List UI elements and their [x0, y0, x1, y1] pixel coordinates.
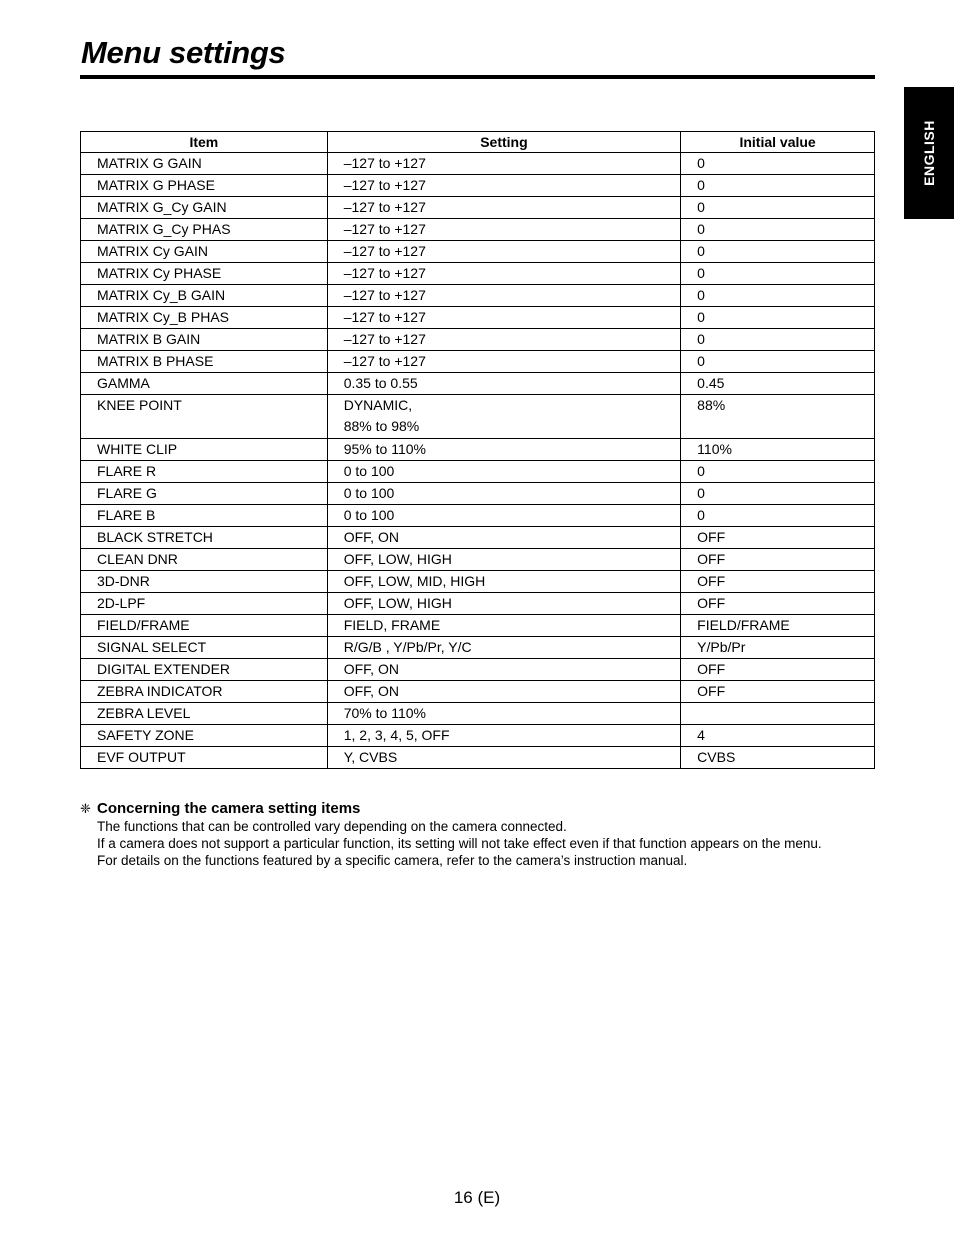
table-row [81, 725, 875, 747]
cell-item: KNEE POINT [81, 395, 328, 439]
cell-setting [327, 307, 680, 329]
cell-setting [327, 615, 680, 637]
table-row [81, 439, 875, 461]
cell-setting [327, 153, 680, 175]
notes-line: If a camera does not support a particular function, its setting will not take effect even if that function appears on the menu. [97, 836, 822, 851]
setting-line: –127 to +127 [343, 155, 426, 171]
setting-line: –127 to +127 [343, 265, 426, 281]
table-row [81, 703, 875, 725]
setting-line: –127 to +127 [343, 199, 426, 215]
cell-setting [327, 175, 680, 197]
cell-item: FLARE R [81, 461, 328, 483]
table-row [81, 329, 875, 351]
cell-setting [327, 637, 680, 659]
table-row [81, 351, 875, 373]
table-row [81, 549, 875, 571]
setting-line: FIELD, FRAME [343, 617, 441, 633]
cell-initial-value: Y/Pb/Pr [681, 637, 875, 659]
cell-item: EVF OUTPUT [81, 747, 328, 769]
setting-line: 88% to 98% [343, 418, 420, 434]
cell-item: FLARE G [81, 483, 328, 505]
cell-setting [327, 505, 680, 527]
cell-setting [327, 725, 680, 747]
language-tab-label: ENGLISH [921, 120, 937, 186]
setting-line: 0.35 to 0.55 [343, 375, 418, 391]
cell-setting [327, 241, 680, 263]
cell-setting [327, 549, 680, 571]
cell-item: SAFETY ZONE [81, 725, 328, 747]
notes-section [80, 800, 880, 869]
cell-initial-value: 0 [681, 307, 875, 329]
page-number: 16 (E) [453, 1188, 501, 1207]
header-item: Item [81, 132, 328, 153]
cell-item: MATRIX G GAIN [81, 153, 328, 175]
cell-initial-value: OFF [681, 659, 875, 681]
setting-line: OFF, ON [343, 661, 399, 677]
cell-item: ZEBRA INDICATOR [81, 681, 328, 703]
notes-heading [80, 800, 880, 818]
cell-item: MATRIX G_Cy GAIN [81, 197, 328, 219]
setting-line: R/G/B , Y/Pb/Pr, Y/C [343, 639, 472, 655]
cell-initial-value: OFF [681, 571, 875, 593]
cell-setting [327, 747, 680, 769]
notes-line: For details on the functions featured by a specific camera, refer to the camera’s instruction manual. [97, 853, 688, 868]
cell-setting [327, 219, 680, 241]
cell-initial-value: FIELD/FRAME [681, 615, 875, 637]
table-row [81, 219, 875, 241]
cell-item: 2D-LPF [81, 593, 328, 615]
setting-line: 95% to 110% [343, 441, 426, 457]
cell-item: MATRIX Cy GAIN [81, 241, 328, 263]
title-rule [80, 75, 875, 79]
cell-initial-value: 0 [681, 175, 875, 197]
cell-item: MATRIX G_Cy PHAS [81, 219, 328, 241]
cell-setting [327, 197, 680, 219]
cell-setting [327, 593, 680, 615]
table-row [81, 659, 875, 681]
cell-initial-value: CVBS [681, 747, 875, 769]
snowflake-bullet-icon: ❈ [80, 801, 91, 816]
setting-line: 0 to 100 [343, 485, 395, 501]
cell-initial-value: 0 [681, 483, 875, 505]
cell-setting [327, 351, 680, 373]
cell-setting [327, 527, 680, 549]
page-title: Menu settings [81, 35, 286, 70]
table-row [81, 505, 875, 527]
setting-line: –127 to +127 [343, 331, 426, 347]
cell-item: MATRIX Cy_B PHAS [81, 307, 328, 329]
notes-line: The functions that can be controlled vary depending on the camera connected. [97, 819, 567, 834]
setting-line: 0 to 100 [343, 463, 395, 479]
cell-item: ZEBRA LEVEL [81, 703, 328, 725]
cell-setting [327, 483, 680, 505]
table-row [81, 571, 875, 593]
header-setting: Setting [327, 132, 680, 153]
table-row [81, 373, 875, 395]
setting-line: OFF, ON [343, 683, 399, 699]
cell-item: DIGITAL EXTENDER [81, 659, 328, 681]
table-row [81, 307, 875, 329]
cell-initial-value: 0 [681, 285, 875, 307]
table-row [81, 681, 875, 703]
table-row [81, 153, 875, 175]
cell-item: MATRIX G PHASE [81, 175, 328, 197]
cell-setting [327, 571, 680, 593]
cell-item: MATRIX B GAIN [81, 329, 328, 351]
cell-initial-value: 0 [681, 461, 875, 483]
cell-item: GAMMA [81, 373, 328, 395]
table-row [81, 175, 875, 197]
table-row [81, 395, 875, 439]
cell-initial-value: 88% [681, 395, 875, 439]
language-tab [904, 87, 954, 219]
setting-line: OFF, ON [343, 529, 399, 545]
menu-settings-table [80, 131, 875, 769]
setting-line: –127 to +127 [343, 221, 426, 237]
table-row [81, 637, 875, 659]
table-row [81, 241, 875, 263]
cell-setting [327, 659, 680, 681]
header-initial-value: Initial value [681, 132, 875, 153]
cell-initial-value: 0 [681, 351, 875, 373]
cell-initial-value: 0.45 [681, 373, 875, 395]
cell-initial-value: 0 [681, 505, 875, 527]
cell-initial-value: 0 [681, 197, 875, 219]
cell-initial-value: OFF [681, 593, 875, 615]
table-row [81, 593, 875, 615]
setting-line: Y, CVBS [343, 749, 398, 765]
table-header-row [81, 132, 875, 153]
cell-item: CLEAN DNR [81, 549, 328, 571]
table-row [81, 197, 875, 219]
cell-initial-value: 4 [681, 725, 875, 747]
table-row [81, 527, 875, 549]
cell-setting [327, 329, 680, 351]
cell-initial-value: 110% [681, 439, 875, 461]
cell-setting [327, 285, 680, 307]
cell-item: 3D-DNR [81, 571, 328, 593]
cell-setting [327, 703, 680, 725]
cell-item: BLACK STRETCH [81, 527, 328, 549]
setting-line: 0 to 100 [343, 507, 395, 523]
table-row [81, 285, 875, 307]
setting-line: –127 to +127 [343, 287, 426, 303]
table-row [81, 615, 875, 637]
setting-line: 70% to 110% [343, 705, 426, 721]
table-row [81, 483, 875, 505]
setting-line: –127 to +127 [343, 353, 426, 369]
setting-line: –127 to +127 [343, 309, 426, 325]
cell-initial-value: 0 [681, 241, 875, 263]
cell-setting [327, 373, 680, 395]
setting-line: OFF, LOW, HIGH [343, 595, 452, 611]
cell-setting [327, 439, 680, 461]
setting-line: DYNAMIC, [343, 397, 413, 413]
cell-initial-value: 0 [681, 329, 875, 351]
cell-item: FLARE B [81, 505, 328, 527]
cell-item: FIELD/FRAME [81, 615, 328, 637]
cell-item: SIGNAL SELECT [81, 637, 328, 659]
setting-line: 1, 2, 3, 4, 5, OFF [343, 727, 450, 743]
cell-initial-value: OFF [681, 681, 875, 703]
cell-initial-value: OFF [681, 549, 875, 571]
cell-initial-value [681, 703, 875, 725]
table-body [81, 153, 875, 769]
cell-initial-value: 0 [681, 153, 875, 175]
cell-item: MATRIX Cy_B GAIN [81, 285, 328, 307]
table-row [81, 747, 875, 769]
table-row [81, 263, 875, 285]
cell-setting [327, 681, 680, 703]
setting-line: –127 to +127 [343, 243, 426, 259]
cell-initial-value: 0 [681, 219, 875, 241]
cell-setting [327, 461, 680, 483]
table-row [81, 461, 875, 483]
setting-line: OFF, LOW, MID, HIGH [343, 573, 486, 589]
cell-item: MATRIX Cy PHASE [81, 263, 328, 285]
cell-setting [327, 395, 680, 439]
setting-line: OFF, LOW, HIGH [343, 551, 452, 567]
cell-item: MATRIX B PHASE [81, 351, 328, 373]
cell-initial-value: 0 [681, 263, 875, 285]
cell-initial-value: OFF [681, 527, 875, 549]
notes-heading-text: Concerning the camera setting items [97, 800, 361, 817]
setting-line: –127 to +127 [343, 177, 426, 193]
cell-item: WHITE CLIP [81, 439, 328, 461]
cell-setting [327, 263, 680, 285]
